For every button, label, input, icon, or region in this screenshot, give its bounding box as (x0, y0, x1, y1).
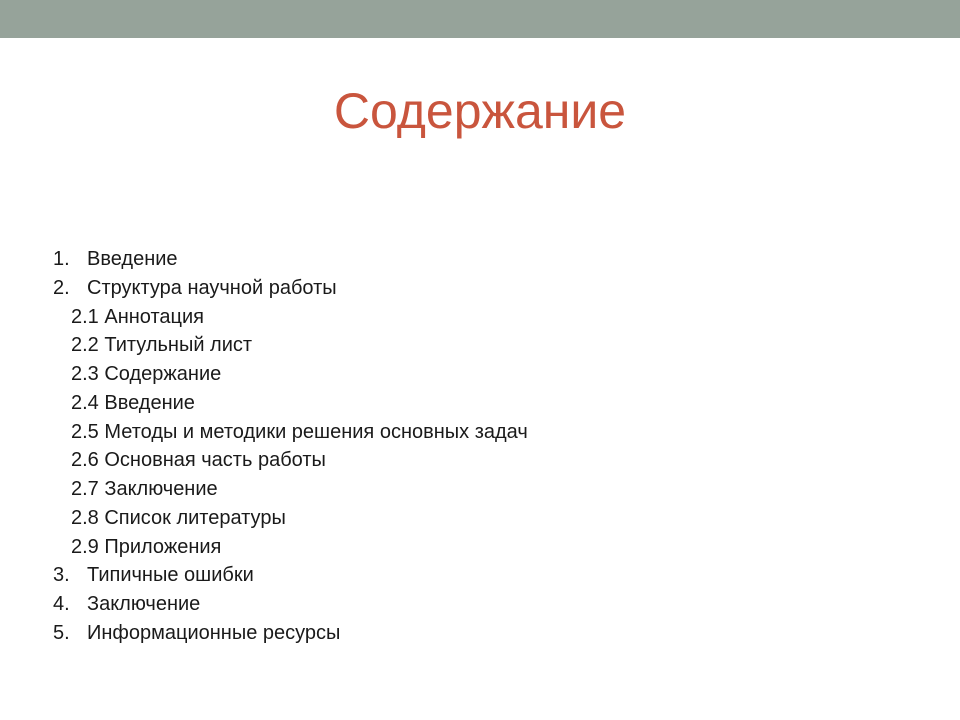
toc-item-number: 2. (53, 276, 70, 299)
toc-item-text: Заключение (87, 593, 201, 615)
toc-subitem-text: 2.5 Методы и методики решения основных задач (71, 420, 528, 443)
toc-subitem (53, 475, 913, 504)
toc-item-number: 5. (53, 621, 70, 644)
toc-subitem-text: 2.6 Основная часть работы (71, 449, 326, 472)
toc-item (53, 561, 913, 590)
toc-item (53, 590, 913, 619)
toc-subitem-text: 2.3 Содержание (71, 363, 222, 385)
table-of-contents (53, 245, 913, 648)
toc-item-number: 4. (53, 593, 70, 615)
toc-subitem (53, 360, 913, 389)
slide-title: Содержание (333, 83, 627, 139)
toc-subitem-text: 2.4 Введение (71, 391, 195, 414)
toc-subitem-text: 2.7 Заключение (71, 478, 218, 500)
toc-subitem (53, 418, 913, 447)
toc-item-text: Структура научной работы (87, 276, 337, 299)
toc-subitem (53, 331, 913, 360)
toc-subitem-text: 2.8 Список литературы (71, 506, 286, 529)
toc-subitem-text: 2.2 Титульный лист (71, 334, 253, 357)
toc-subitem-text: 2.9 Приложения (71, 535, 222, 558)
toc-item-number: 3. (53, 564, 70, 587)
toc-item-text: Информационные ресурсы (87, 621, 341, 644)
toc-item-number: 1. (53, 248, 70, 270)
top-bar (0, 0, 960, 38)
toc-subitem (53, 446, 913, 475)
toc-item-text: Введение (87, 248, 178, 270)
toc-item-text: Типичные ошибки (87, 564, 254, 587)
toc-item (53, 245, 913, 274)
toc-subitem (53, 303, 913, 332)
toc-subitem (53, 389, 913, 418)
toc-item (53, 619, 913, 648)
toc-item (53, 274, 913, 303)
toc-subitem (53, 533, 913, 562)
toc-subitem-text: 2.1 Аннотация (71, 305, 204, 328)
toc-subitem (53, 504, 913, 533)
